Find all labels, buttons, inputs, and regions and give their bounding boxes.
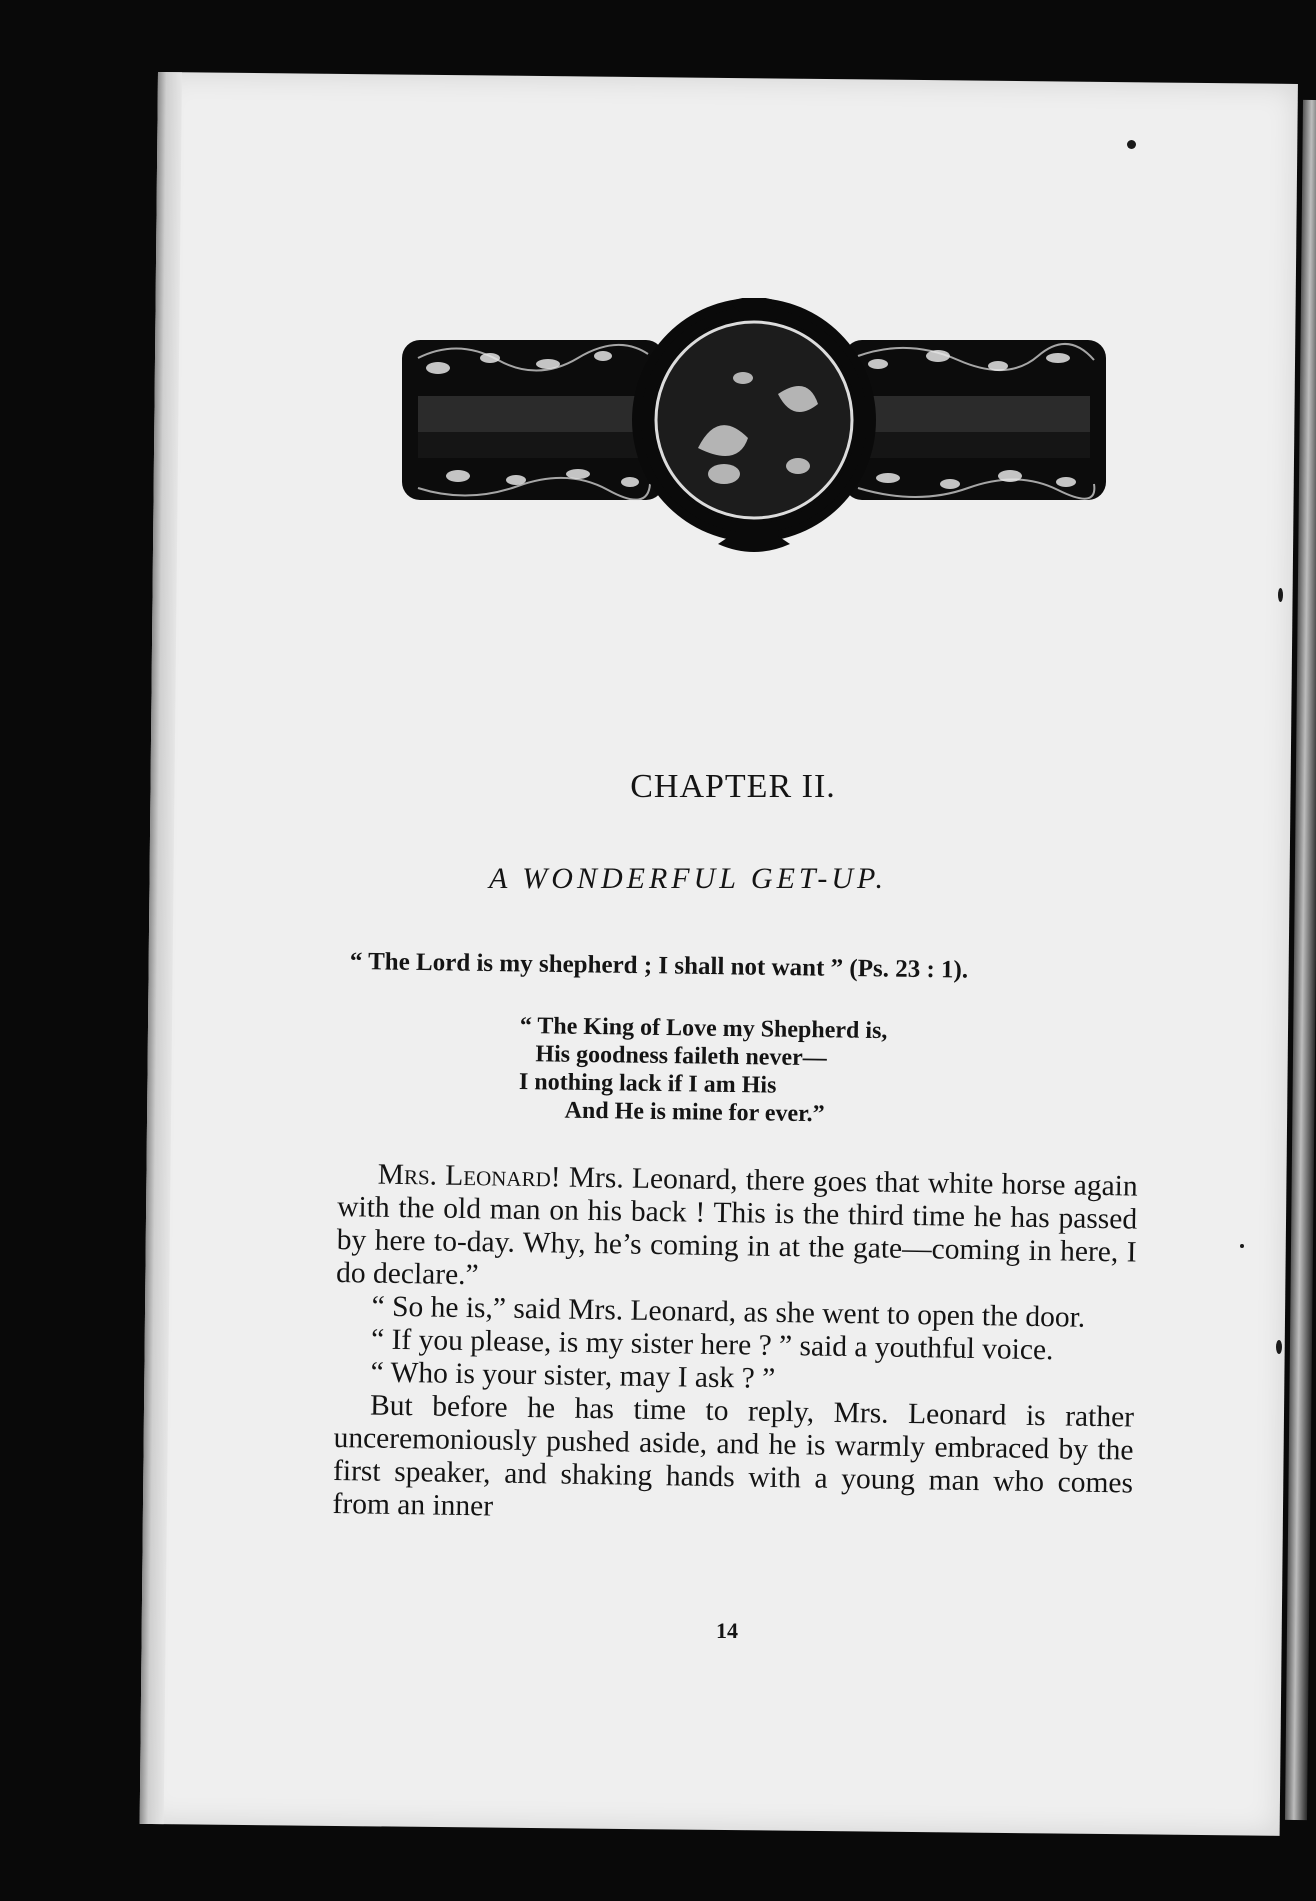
- scan-speck: [1276, 1340, 1282, 1354]
- paragraph: “ If you please, is my sister here ? ” said a youthful voice.: [370, 1323, 1054, 1367]
- chapter-title: CHAPTER II.: [630, 768, 836, 805]
- paragraph: [336, 1158, 1138, 1303]
- chapter-subtitle: A WONDERFUL GET-UP.: [489, 862, 887, 895]
- verse-line: And He is mine for ever.”: [564, 1097, 825, 1128]
- paragraph: “ Who is your sister, may I ask ? ”: [370, 1356, 776, 1395]
- speaker-name: Mrs. Leonard: [377, 1158, 552, 1194]
- page-number: 14: [716, 1618, 738, 1643]
- verse-line: “ The King of Love my Shepherd is,: [519, 1012, 888, 1045]
- scan-speck: [1127, 140, 1136, 149]
- paragraph: “ So he is,” said Mrs. Leonard, as she went to open the door.: [371, 1290, 1086, 1334]
- epigraph-scripture: “ The Lord is my shepherd ; I shall not want ” (Ps. 23 : 1).: [349, 948, 969, 984]
- scan-speck: [1240, 1244, 1244, 1248]
- epigraph-verse: [518, 1012, 887, 1129]
- scan-speck: [1278, 588, 1283, 602]
- paragraph: But before he has time to reply, Mrs. Leonard is rather unceremoniously pushed aside, and he is warmly embraced by the first speaker, and shaking hands with a young man who comes from an inner: [332, 1389, 1135, 1523]
- chapter-headpiece-ornament: [398, 298, 1110, 558]
- verse-line: His goodness faileth never—: [535, 1041, 827, 1072]
- paragraph-text: ! Mrs. Leonard, there goes that white horse again with the old man on his back ! This is the third time he has passed by here to-day. Why, he’s coming in at the gate—coming in here, I do declare.”: [335, 1161, 1138, 1292]
- body-text: [332, 1158, 1138, 1534]
- verse-line: I nothing lack if I am His: [518, 1068, 777, 1099]
